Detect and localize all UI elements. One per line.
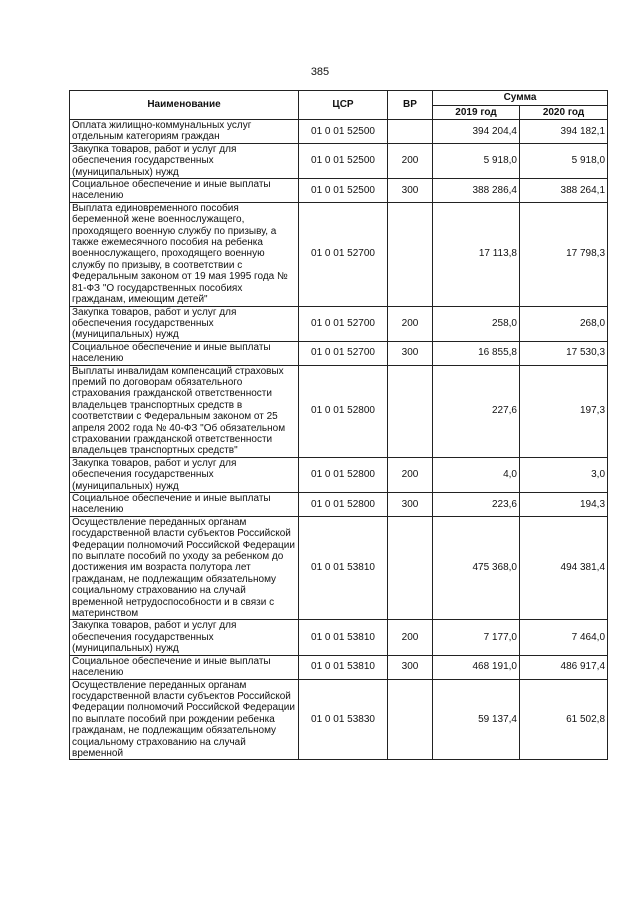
row-vr: 300 <box>388 341 433 365</box>
row-sum-2019: 394 204,4 <box>433 120 520 144</box>
table-row <box>70 179 608 203</box>
row-sum-2019: 258,0 <box>433 306 520 341</box>
column-header-sum: Сумма <box>433 91 608 106</box>
row-name: Оплата жилищно-коммунальных услуг отдельным категориям граждан <box>70 120 299 144</box>
row-sum-2019: 388 286,4 <box>433 179 520 203</box>
table-row <box>70 341 608 365</box>
row-sum-2020: 268,0 <box>520 306 608 341</box>
table-row <box>70 306 608 341</box>
row-vr: 300 <box>388 179 433 203</box>
row-sum-2020: 17 530,3 <box>520 341 608 365</box>
row-vr <box>388 679 433 760</box>
row-sum-2020: 3,0 <box>520 457 608 492</box>
row-sum-2019: 16 855,8 <box>433 341 520 365</box>
column-header-2020: 2020 год <box>520 105 608 120</box>
row-sum-2020: 394 182,1 <box>520 120 608 144</box>
row-sum-2020: 7 464,0 <box>520 620 608 655</box>
row-name: Социальное обеспечение и иные выплаты населению <box>70 179 299 203</box>
row-csr: 01 0 01 52700 <box>299 306 388 341</box>
table-row <box>70 493 608 517</box>
row-sum-2019: 475 368,0 <box>433 516 520 620</box>
row-sum-2019: 468 191,0 <box>433 655 520 679</box>
row-sum-2020: 5 918,0 <box>520 143 608 178</box>
row-vr <box>388 365 433 457</box>
table-header-row <box>70 91 608 106</box>
row-csr: 01 0 01 53810 <box>299 620 388 655</box>
row-sum-2019: 4,0 <box>433 457 520 492</box>
row-sum-2019: 223,6 <box>433 493 520 517</box>
row-sum-2019: 17 113,8 <box>433 202 520 306</box>
row-vr: 200 <box>388 620 433 655</box>
row-name: Выплаты инвалидам компенсаций страховых премий по договорам обязательного страхования гражданской ответственности владельцев транспортных средств в соответствии с Федеральным законом от 25 апреля 2002 года № 40-ФЗ "Об обязательном страховании гражданской ответственности владельцев транспортных средств" <box>70 365 299 457</box>
row-csr: 01 0 01 52700 <box>299 341 388 365</box>
row-vr: 300 <box>388 655 433 679</box>
row-sum-2020: 494 381,4 <box>520 516 608 620</box>
row-sum-2019: 227,6 <box>433 365 520 457</box>
row-sum-2020: 61 502,8 <box>520 679 608 760</box>
row-vr <box>388 202 433 306</box>
page-number: 385 <box>310 66 330 78</box>
table-row <box>70 516 608 620</box>
table-row <box>70 655 608 679</box>
row-sum-2019: 5 918,0 <box>433 143 520 178</box>
row-vr: 200 <box>388 143 433 178</box>
column-header-csr: ЦСР <box>299 91 388 120</box>
row-sum-2020: 194,3 <box>520 493 608 517</box>
row-vr: 200 <box>388 306 433 341</box>
table-row <box>70 620 608 655</box>
row-sum-2020: 486 917,4 <box>520 655 608 679</box>
row-name: Социальное обеспечение и иные выплаты населению <box>70 493 299 517</box>
row-csr: 01 0 01 53830 <box>299 679 388 760</box>
row-csr: 01 0 01 52500 <box>299 120 388 144</box>
row-sum-2020: 388 264,1 <box>520 179 608 203</box>
table-row <box>70 202 608 306</box>
table-row <box>70 143 608 178</box>
table-row <box>70 120 608 144</box>
table-row <box>70 365 608 457</box>
row-vr <box>388 516 433 620</box>
column-header-name: Наименование <box>70 91 299 120</box>
row-csr: 01 0 01 52800 <box>299 365 388 457</box>
row-name: Социальное обеспечение и иные выплаты населению <box>70 655 299 679</box>
row-csr: 01 0 01 53810 <box>299 655 388 679</box>
row-csr: 01 0 01 52700 <box>299 202 388 306</box>
row-csr: 01 0 01 52500 <box>299 179 388 203</box>
row-csr: 01 0 01 53810 <box>299 516 388 620</box>
table-row <box>70 457 608 492</box>
row-name: Осуществление переданных органам государственной власти субъектов Российской Федерации полномочий Российской Федерации по выплате пособий по уходу за ребенком до достижения им возраста полутора лет гражданам, не подлежащим обязательному социальному страхованию на случай временной нетрудоспособности и в связи с материнством <box>70 516 299 620</box>
row-sum-2020: 17 798,3 <box>520 202 608 306</box>
row-name: Социальное обеспечение и иные выплаты населению <box>70 341 299 365</box>
row-sum-2019: 7 177,0 <box>433 620 520 655</box>
column-header-2019: 2019 год <box>433 105 520 120</box>
row-sum-2019: 59 137,4 <box>433 679 520 760</box>
row-name: Закупка товаров, работ и услуг для обеспечения государственных (муниципальных) нужд <box>70 457 299 492</box>
row-name: Закупка товаров, работ и услуг для обеспечения государственных (муниципальных) нужд <box>70 306 299 341</box>
row-name: Выплата единовременного пособия беременной жене военнослужащего, проходящего военную службу по призыву, а также ежемесячного пособия на ребенка военнослужащего, проходящего военную службу по призыву, в соответствии с Федеральным законом от 19 мая 1995 года № 81-ФЗ "О государственных пособиях гражданам, имеющим детей" <box>70 202 299 306</box>
row-vr <box>388 120 433 144</box>
column-header-vr: ВР <box>388 91 433 120</box>
row-vr: 200 <box>388 457 433 492</box>
row-name: Осуществление переданных органам государственной власти субъектов Российской Федерации полномочий Российской Федерации по выплате пособий при рождении ребенка гражданам, не подлежащим обязательному социальному страхованию на случай временной <box>70 679 299 760</box>
row-vr: 300 <box>388 493 433 517</box>
row-name: Закупка товаров, работ и услуг для обеспечения государственных (муниципальных) нужд <box>70 620 299 655</box>
row-csr: 01 0 01 52800 <box>299 493 388 517</box>
budget-table <box>69 90 608 760</box>
table-row <box>70 679 608 760</box>
row-name: Закупка товаров, работ и услуг для обеспечения государственных (муниципальных) нужд <box>70 143 299 178</box>
row-csr: 01 0 01 52800 <box>299 457 388 492</box>
row-csr: 01 0 01 52500 <box>299 143 388 178</box>
row-sum-2020: 197,3 <box>520 365 608 457</box>
